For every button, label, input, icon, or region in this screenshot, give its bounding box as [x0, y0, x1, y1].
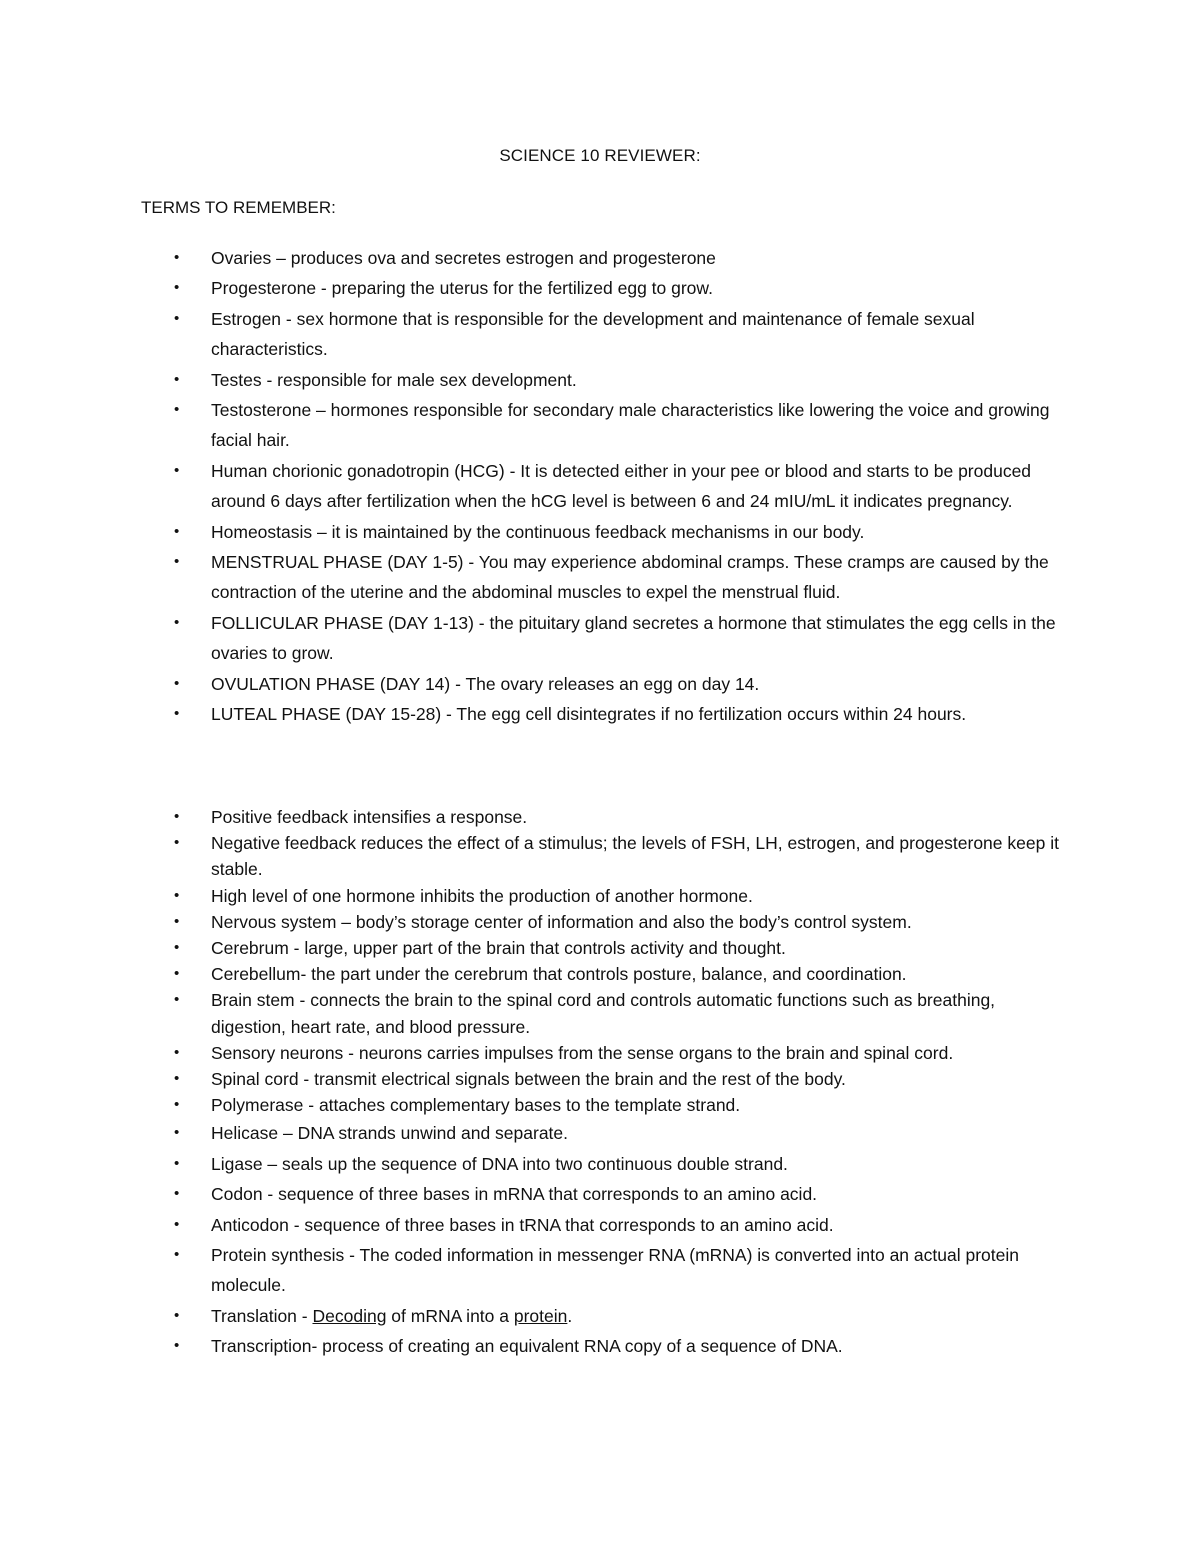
bullet-icon: •	[174, 965, 180, 983]
bullet-icon: •	[174, 1215, 180, 1233]
bullet-icon: •	[174, 674, 180, 692]
list-item: • Spinal cord - transmit electrical signals between the brain and the rest of the body.	[0, 1066, 1200, 1092]
protein-link[interactable]: protein	[513, 1305, 568, 1326]
list-item-translation: • Translation - Decoding of mRNA into a protein.	[0, 1301, 1200, 1331]
bullet-icon: •	[174, 939, 180, 957]
bullet-icon: •	[174, 370, 180, 388]
decoding-link[interactable]: Decoding	[312, 1305, 387, 1326]
bullet-icon: •	[174, 401, 180, 419]
list-item: • Human chorionic gonadotropin (HCG) - It is detected either in your pee or blood and starts to be produced around 6 days after fertilization when the hCG level is between 6 and 24 mIU/mL it indicates pregnancy.	[0, 456, 1200, 517]
bullet-icon: •	[174, 1070, 180, 1088]
list-item: • LUTEAL PHASE (DAY 15-28) - The egg cell disintegrates if no fertilization occurs within 24 hours.	[0, 699, 1200, 729]
bullet-icon: •	[174, 912, 180, 930]
list-item: • Cerebellum- the part under the cerebrum that controls posture, balance, and coordination.	[0, 961, 1200, 987]
bullet-icon: •	[174, 705, 180, 723]
list-item: • OVULATION PHASE (DAY 14) - The ovary releases an egg on day 14.	[0, 669, 1200, 699]
list-item: • Ovaries – produces ova and secretes estrogen and progesterone	[0, 243, 1200, 273]
bullet-icon: •	[174, 1306, 180, 1324]
list-item: • Progesterone - preparing the uterus for the fertilized egg to grow.	[0, 273, 1200, 303]
list-item: • Homeostasis – it is maintained by the continuous feedback mechanisms in our body.	[0, 517, 1200, 547]
bullet-icon: •	[174, 834, 180, 852]
bullet-icon: •	[174, 1246, 180, 1264]
bullet-icon: •	[174, 1185, 180, 1203]
list-item: • Positive feedback intensifies a response.	[0, 804, 1200, 830]
bullet-icon: •	[174, 461, 180, 479]
bullet-icon: •	[174, 522, 180, 540]
bullet-icon: •	[174, 1096, 180, 1114]
bullet-icon: •	[174, 1124, 180, 1142]
terms-list-systems	[0, 804, 1200, 1362]
section-heading: TERMS TO REMEMBER:	[141, 198, 336, 217]
list-item: • Helicase – DNA strands unwind and separate.	[0, 1118, 1200, 1148]
list-item: • Cerebrum - large, upper part of the brain that controls activity and thought.	[0, 935, 1200, 961]
list-item: • Polymerase - attaches complementary bases to the template strand.	[0, 1092, 1200, 1118]
list-item: • Testosterone – hormones responsible for secondary male characteristics like lowering the voice and growing facial hair.	[0, 395, 1200, 456]
list-item: • Negative feedback reduces the effect of a stimulus; the levels of FSH, LH, estrogen, and progesterone keep it stable.	[0, 830, 1200, 882]
list-item: • Transcription- process of creating an equivalent RNA copy of a sequence of DNA.	[0, 1331, 1200, 1361]
bullet-icon: •	[174, 886, 180, 904]
bullet-icon: •	[174, 1154, 180, 1172]
list-item: • FOLLICULAR PHASE (DAY 1-13) - the pituitary gland secretes a hormone that stimulates the egg cells in the ovaries to grow.	[0, 608, 1200, 669]
list-item: • Codon - sequence of three bases in mRNA that corresponds to an amino acid.	[0, 1179, 1200, 1209]
list-item: • Nervous system – body’s storage center of information and also the body’s control system.	[0, 909, 1200, 935]
list-item: • Testes - responsible for male sex development.	[0, 365, 1200, 395]
document-title: SCIENCE 10 REVIEWER:	[499, 146, 701, 165]
list-item: • Protein synthesis - The coded information in messenger RNA (mRNA) is converted into an actual protein molecule.	[0, 1240, 1200, 1301]
bullet-icon: •	[174, 553, 180, 571]
bullet-icon: •	[174, 279, 180, 297]
bullet-icon: •	[174, 1043, 180, 1061]
bullet-icon: •	[174, 613, 180, 631]
bullet-icon: •	[174, 1337, 180, 1355]
list-item: • Brain stem - connects the brain to the spinal cord and controls automatic functions such as breathing, digestion, heart rate, and blood pressure.	[0, 987, 1200, 1039]
list-item: • Anticodon - sequence of three bases in tRNA that corresponds to an amino acid.	[0, 1210, 1200, 1240]
bullet-icon: •	[174, 249, 180, 266]
bullet-icon: •	[174, 991, 180, 1009]
bullet-icon: •	[174, 808, 180, 825]
list-item: • High level of one hormone inhibits the production of another hormone.	[0, 883, 1200, 909]
list-item: • Estrogen - sex hormone that is responsible for the development and maintenance of female sexual characteristics.	[0, 304, 1200, 365]
list-item: • MENSTRUAL PHASE (DAY 1-5) - You may experience abdominal cramps. These cramps are caused by the contraction of the uterine and the abdominal muscles to expel the menstrual fluid.	[0, 547, 1200, 608]
list-item: • Ligase – seals up the sequence of DNA into two continuous double strand.	[0, 1149, 1200, 1179]
bullet-icon: •	[174, 309, 180, 327]
list-item: • Sensory neurons - neurons carries impulses from the sense organs to the brain and spinal cord.	[0, 1040, 1200, 1066]
terms-list-reproduction	[0, 243, 1200, 730]
